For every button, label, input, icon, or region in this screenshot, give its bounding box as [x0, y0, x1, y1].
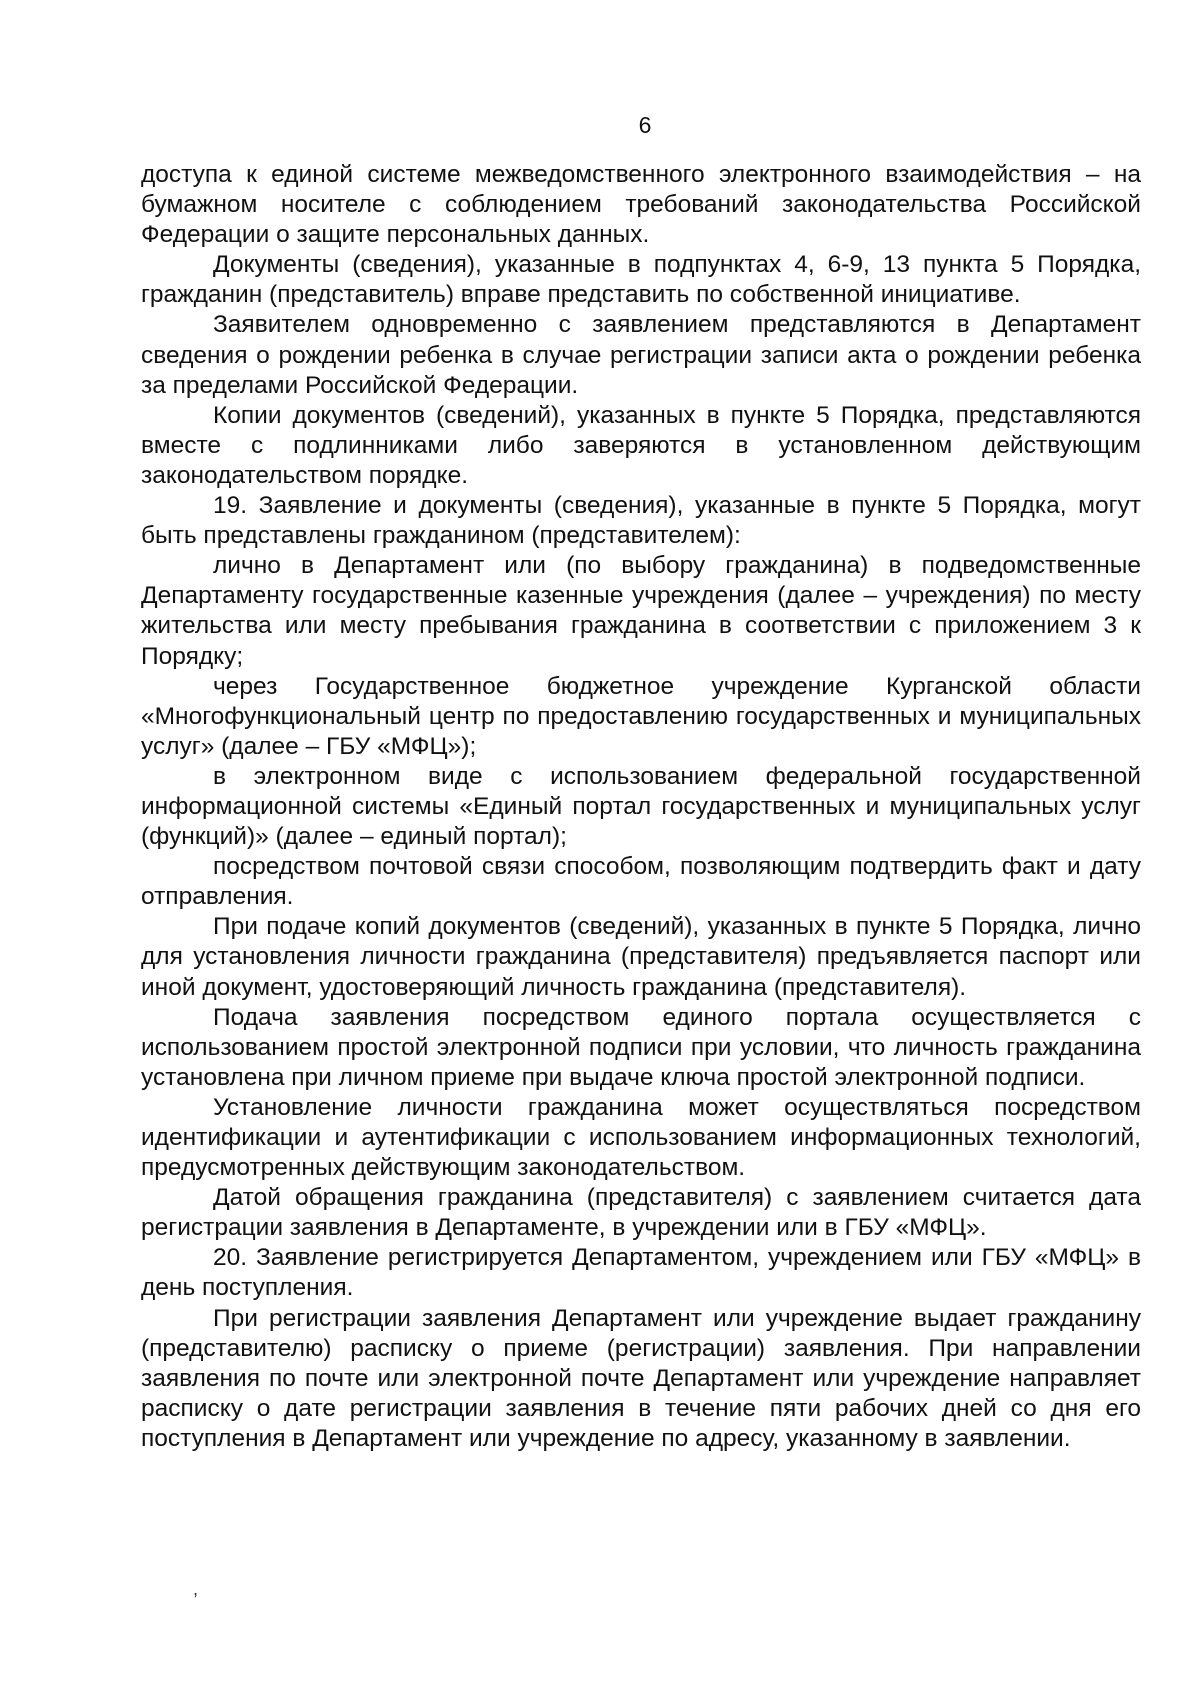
- stray-mark: ,: [193, 1579, 199, 1599]
- paragraph-birth-info: Заявителем одновременно с заявлением представляются в Департамент сведения о рождении ребенка в случае регистрации записи акта о рождении ребенка за пределами Российской Федерации.: [141, 311, 1141, 399]
- document-body: [141, 160, 1141, 1454]
- paragraph-identity-copies: При подаче копий документов (сведений), указанных в пункте 5 Порядка, лично для установления личности гражданина (представителя) предъявляется паспорт или иной документ, удостоверяющий личность гражданина (представителя).: [141, 913, 1141, 1001]
- page-number: 6: [638, 112, 652, 138]
- paragraph-postal: посредством почтовой связи способом, позволяющим подтвердить факт и дату отправления.: [141, 853, 1141, 911]
- paragraph-identification: Установление личности гражданина может осуществляться посредством идентификации и аутентификации с использованием информационных технологий, предусмотренных действующим законодательством.: [141, 1093, 1141, 1182]
- paragraph-portal-signature: Подача заявления посредством единого портала осуществляется с использованием простой электронной подписи при условии, что личность гражданина установлена при личном приеме при выдаче ключа простой электронной подписи.: [141, 1003, 1141, 1091]
- paragraph-receipt: При регистрации заявления Департамент или учреждение выдает гражданину (представителю) расписку о приеме (регистрации) заявления. При направлении заявления по почте или электронной почте Департамент или учреждение направляет расписку о дате регистрации заявления в течение пяти рабочих дней со дня его поступления в Департамент или учреждение по адресу, указанному в заявлении.: [141, 1304, 1141, 1452]
- paragraph-appeal-date: Датой обращения гражданина (представителя) с заявлением считается дата регистрации заявления в Департаменте, в учреждении или в ГБУ «МФЦ».: [141, 1184, 1141, 1242]
- paragraph-electronic: в электронном виде с использованием федеральной государственной информационной системы «Единый портал государственных и муниципальных услуг (функций)» (далее – единый портал);: [141, 762, 1141, 851]
- paragraph-in-person: лично в Департамент или (по выбору гражданина) в подведомственные Департаменту государственные казенные учреждения (далее – учреждения) по месту жительства или месту пребывания гражданина в соответствии с приложением 3 к Порядку;: [141, 552, 1141, 670]
- paragraph-continuation: доступа к единой системе межведомственного электронного взаимодействия – на бумажном носителе с соблюдением требований законодательства Российской Федерации о защите персональных данных.: [141, 161, 1141, 249]
- paragraph-clause-19: 19. Заявление и документы (сведения), указанные в пункте 5 Порядка, могут быть представлены гражданином (представителем):: [141, 492, 1141, 550]
- paragraph-clause-20: 20. Заявление регистрируется Департаментом, учреждением или ГБУ «МФЦ» в день поступления.: [141, 1244, 1141, 1302]
- paragraph-copies: Копии документов (сведений), указанных в пункте 5 Порядка, представляются вместе с подлинниками либо заверяются в установленном действующим законодательством порядке.: [141, 401, 1141, 489]
- paragraph-optional-documents: Документы (сведения), указанные в подпунктах 4, 6-9, 13 пункта 5 Порядка, гражданин (представитель) вправе представить по собственной инициативе.: [141, 251, 1141, 309]
- paragraph-mfc: через Государственное бюджетное учреждение Курганской области «Многофункциональный центр по предоставлению государственных и муниципальных услуг» (далее – ГБУ «МФЦ»);: [141, 672, 1141, 760]
